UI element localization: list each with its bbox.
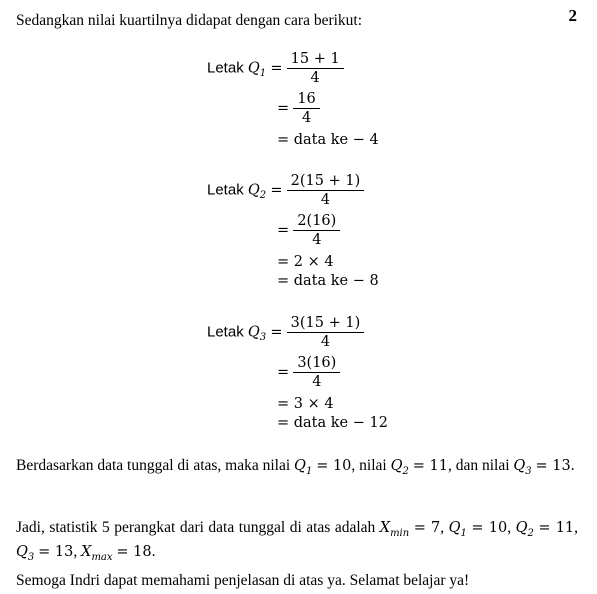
q3-line-4: = data ke − 12	[277, 415, 388, 431]
q1-line-3: = data ke − 4	[277, 132, 379, 148]
q2-line-3: = 2 × 4	[277, 254, 334, 270]
summary-paragraph: Jadi, statistik 5 perangkat dari data tunggal di atas adalah $X_{min} = 7$, $Q_1 = 10$, $Q_2 = 11$, $Q_3 = 13$, $X_{max} = 18$.	[16, 519, 579, 563]
q2-fraction-1: $\frac{2(15 + 1)}{4}$	[287, 172, 365, 209]
q1-fraction-1: $\frac{15 + 1}{4}$	[287, 50, 344, 87]
q2-line-4: = data ke − 8	[277, 273, 379, 289]
q1-line-2: = $\frac{16}{4}$	[277, 90, 320, 127]
q3-fraction-1: $\frac{3(15 + 1)}{4}$	[287, 314, 365, 351]
q2-line-2: = $\frac{2(16)}{4}$	[277, 212, 340, 249]
result-paragraph: Berdasarkan data tunggal di atas, maka nilai $Q_1 = 10$, nilai $Q_2 = 11$, dan nilai $Q_3 = 13$.	[16, 457, 575, 477]
page-number: 2	[568, 6, 577, 25]
q3-line-2: = $\frac{3(16)}{4}$	[277, 354, 340, 391]
q2-fraction-2: $\frac{2(16)}{4}$	[293, 212, 340, 249]
q3-fraction-2: $\frac{3(16)}{4}$	[293, 354, 340, 391]
q3-line-1: Letak $Q_3$ = $\frac{3(15 + 1)}{4}$	[207, 314, 364, 351]
q1-line-1: Letak $Q_1$ = $\frac{15 + 1}{4}$	[207, 50, 344, 87]
closing-text: Semoga Indri dapat memahami penjelasan di atas ya. Selamat belajar ya!	[16, 572, 470, 589]
q3-line-3: = 3 × 4	[277, 396, 334, 412]
q2-line-1: Letak $Q_2$ = $\frac{2(15 + 1)}{4}$	[207, 172, 364, 209]
intro-text: Sedangkan nilai kuartilnya didapat dengan cara berikut:	[16, 12, 363, 29]
q1-fraction-2: $\frac{16}{4}$	[293, 90, 319, 127]
